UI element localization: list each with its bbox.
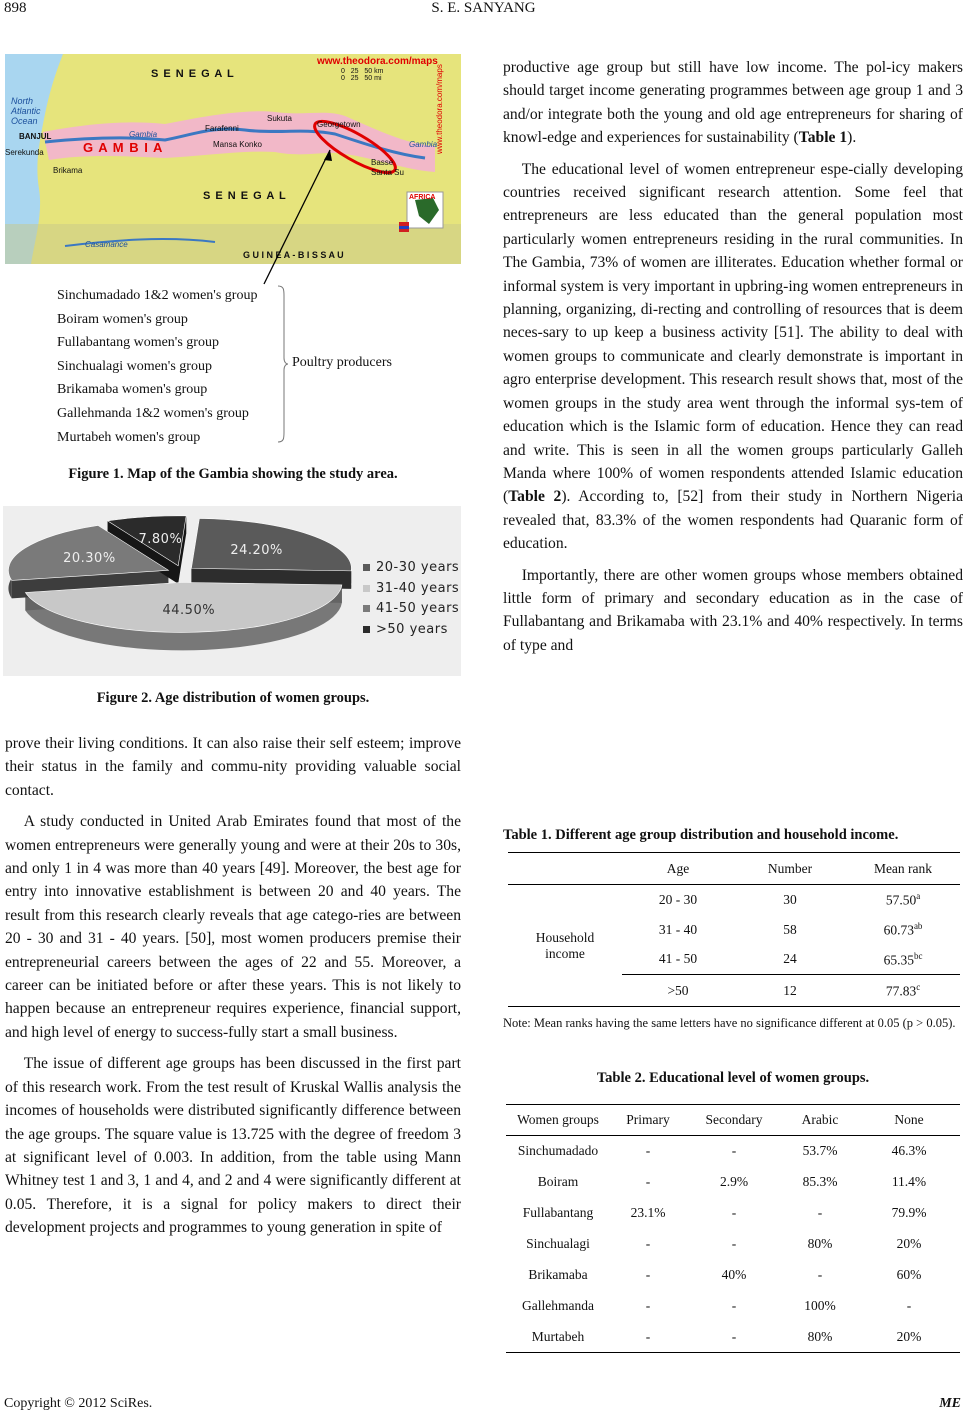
running-author: S. E. SANYANG (431, 0, 536, 16)
right-column-text (503, 56, 963, 665)
poultry-producers-label: Poultry producers (292, 355, 392, 370)
table-row: Fullabantang 23.1% - - 79.9% (522, 1205, 927, 1220)
row-label: Household income (508, 885, 622, 1007)
page-number: 898 (4, 0, 27, 16)
group-item: Murtabeh women's group (57, 429, 201, 445)
pie-value-label-2: 20.30% (63, 551, 116, 567)
map-river-gambia-1: Gambia (129, 130, 158, 139)
map-town-sukuta: Sukuta (267, 114, 292, 123)
group-item: Sinchualagi women's group (57, 358, 212, 374)
paragraph: The educational level of women entrepreneur espe-cially developing countries received significant research attention. Some feel that entrepreneurs are less educated than the general population most particularly women entrepreneurs residing in the rural communities. In The Gambia, 73% of women are illiterates. Education whether formal or informal system is very important in upbring-ing women entrepreneurs in planning, organizing, di-recting and controlling of resources that is deem neces-sary to up keep a business activity [51]. The ability to deal with women groups to communicate and clearly demonstrate is important in agro enterprise development. This research result shows that, most of the women groups in the study area went through the informal sys-tem of education which is the Islamic form of education. Hence they can read and write. This is seen in all the women groups particularly Galleh Manda where 100% of women respondents attended Islamic education (Table 2). According to, [52] from their study in Northern Nigeria revealed that, 83.3% of the women respondents had Quaranic form of education. (503, 160, 964, 553)
table1-caption: Table 1. Different age group distribution and household income. (503, 827, 899, 843)
pie-value-label-3: 7.80% (138, 531, 183, 547)
map-town-farafenni: Farafenni (205, 124, 239, 133)
map-guinea: G U I N E A - B I S S A U (243, 250, 344, 260)
paragraph: The issue of different age groups has been discussed in the first part of this research work. From the test result of Kruskal Wallis analysis the incomes of households were distributed significantly difference between the age groups. The square value is 13.725 with the degree of freedom 3 at significant level of 0.003. In addition, from the table using Mann Whitney test 1 and 3, 1 and 4, and 2 and 4 were significantly different at 0.05. Therefore, it is a signal for policy makers to direct their development projects and programmes to young generation in spite of (5, 1055, 461, 1237)
table-row: Sinchumadado - - 53.7% 46.3% (517, 1143, 927, 1159)
legend-item-41-50: 41-50 years (363, 599, 459, 620)
footer-journal: ME (939, 1396, 961, 1411)
group-item: Sinchumadado 1&2 women's group (57, 288, 258, 303)
group-item: Boiram women's group (57, 311, 188, 327)
map-senegal-bottom: S E N E G A L (203, 190, 287, 202)
table-row: >50 12 77.83$^c$ (508, 975, 960, 1007)
group-item: Fullabantang women's group (57, 335, 219, 351)
age-pie-chart (3, 506, 461, 676)
figure2-caption: Figure 2. Age distribution of women groups. (96, 690, 370, 706)
footer-copyright: Copyright © 2012 SciRes. (4, 1396, 153, 1411)
table-row: Sinchualagi - - 80% 20% (526, 1236, 922, 1251)
col-number: Number (767, 860, 813, 876)
map-url-top: www.theodora.com/maps (317, 56, 438, 67)
women-group-list (57, 284, 257, 449)
group-bracket (276, 284, 290, 444)
table-row: Household income 20 - 30 30 57.50$^a$ (508, 885, 960, 915)
map-scale: 0 25 50 km 0 25 50 mi (341, 68, 384, 82)
paragraph: Importantly, there are other women groups whose members obtained little form of primary and secondary education as in the case of Fullabantang and Brikamaba with 23.1% and 40% respectively. In terms of type and (503, 566, 963, 654)
group-item: Brikamaba women's group (57, 382, 208, 398)
map-url-side: www.theodora.com/maps (435, 64, 444, 154)
map-town-mansa-konko: Mansa Konko (213, 140, 262, 149)
table-row: 41 - 50 24 65.35$^{bc}$ (658, 950, 923, 967)
figure1-caption: Figure 1. Map of the Gambia showing the study area. (68, 466, 398, 482)
paragraph: A study conducted in United Arab Emirates found that most of the women entrepreneurs were generally young and were at their 20s to 30s, and only 1 in 4 was more than 40 years [49]. Moreover, the best age for entry into innovative establishment is between 20 and 40 years. The result from this research clearly reveals that age catego-ries are between 20 - 30 and 31 - 40 years. [50], most women producers premise their entrepreneurial careers between the ages of 22 and 55. Moreover, a career can be initiated before or after these years. This is not likely to happen because an entrepreneur requires experience, financial support, and high level of energy to success-fully start a small business. (5, 813, 461, 1041)
pie-value-label-0: 24.20% (230, 542, 283, 558)
table2-caption: Table 2. Educational level of women groups. (596, 1070, 870, 1086)
map-town-serekunda: Serekunda (5, 148, 44, 157)
table1 (508, 852, 960, 1007)
map-town-georgetown: Georgetown (317, 120, 361, 129)
table1-header-row (508, 853, 960, 885)
group-item: Gallehmanda 1&2 women's group (57, 405, 249, 421)
legend-item-31-40: 31-40 years (363, 579, 459, 600)
pointer-arrow (0, 0, 480, 300)
map-river-casamance: Casamance (85, 240, 128, 249)
table-row: Boiram - 2.9% 85.3% 11.4% (537, 1174, 927, 1189)
table-row: 31 - 40 58 60.73$^{ab}$ (658, 920, 923, 938)
table1-note: Note: Mean ranks having the same letters have no significance different at 0.05 (p > 0.05). (503, 1016, 956, 1030)
table2 (506, 1104, 960, 1353)
paragraph: productive age group but still have low income. The pol-icy makers should target income generating programmes between age group 1 and 3 and/or integrate both the young and old age entrepreneurs for sharing of knowl-edge and experiences for sustainability (Table 1). (503, 59, 963, 147)
table-row: Brikamaba - 40% - 60% (528, 1267, 922, 1282)
legend-item-20-30: 20-30 years (363, 558, 459, 579)
table-row: Gallehmanda - - 100% - (522, 1298, 912, 1313)
table2-ref[interactable]: Table 2 (508, 488, 562, 506)
pie-legend (363, 558, 459, 640)
map-ocean: North Atlantic Ocean (11, 96, 41, 126)
pie-value-label-1: 44.50% (162, 602, 216, 618)
map-inset-africa: AFRICA (409, 194, 436, 201)
col-age: Age (666, 860, 690, 876)
table-row: Murtabeh - - 80% 20% (506, 1322, 960, 1353)
map-town-banjul: BANJUL (19, 132, 52, 141)
map-river-gambia-2: Gambia (409, 140, 438, 149)
map-senegal-top: S E N E G A L (151, 68, 235, 80)
col-mean-rank: Mean rank (873, 860, 933, 876)
legend-item-over-50: >50 years (363, 620, 459, 641)
map-town-santa-su: Santa Su (371, 168, 404, 177)
table1-ref[interactable]: Table 1 (798, 129, 848, 147)
left-column-text (5, 732, 461, 1248)
paragraph: prove their living conditions. It can also raise their self esteem; improve their status in the family and commu-nity providing valuable social contact. (5, 735, 461, 799)
map-town-brikama: Brikama (53, 166, 83, 175)
map-gambia: G A M B I A (83, 140, 164, 155)
table2-header-row: Women groups Primary Secondary Arabic None (506, 1105, 960, 1136)
map-town-basse: Basse (371, 158, 394, 167)
